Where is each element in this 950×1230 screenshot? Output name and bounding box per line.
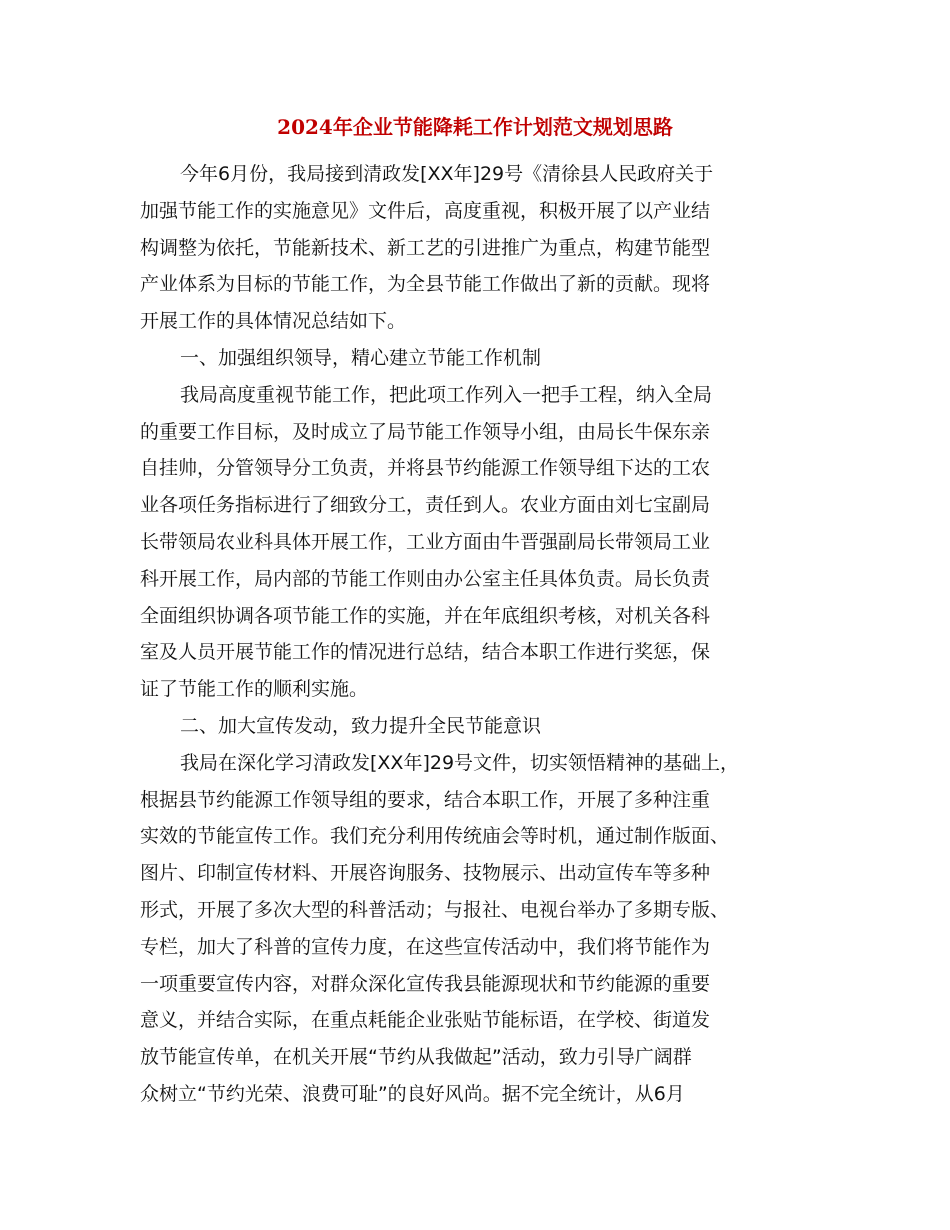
document-title: 2024年企业节能降耗工作计划范文规划思路 <box>277 115 673 139</box>
text-line: 构调整为依托，节能新技术、新工艺的引进推广为重点，构建节能型 <box>140 236 711 259</box>
text-line: 二、加大宣传发动，致力提升全民节能意识 <box>180 714 542 737</box>
text-line: 长带领局农业科具体开展工作，工业方面由牛晋强副局长带领局工业 <box>140 530 711 553</box>
text-line: 的重要工作目标，及时成立了局节能工作领导小组，由局长牛保东亲 <box>140 420 711 443</box>
text-line: 一、加强组织领导，精心建立节能工作机制 <box>180 346 542 369</box>
text-line: 室及人员开展节能工作的情况进行总结，结合本职工作进行奖惩，保 <box>140 641 711 664</box>
text-line: 全面组织协调各项节能工作的实施，并在年底组织考核，对机关各科 <box>140 604 711 627</box>
text-line: 专栏，加大了科普的宣传力度，在这些宣传活动中，我们将节能作为 <box>140 935 711 958</box>
text-line: 加强节能工作的实施意见》文件后，高度重视，积极开展了以产业结 <box>140 199 711 222</box>
text-line: 我局在深化学习清政发[XX年]29号文件，切实领悟精神的基础上， <box>180 751 740 774</box>
text-line: 放节能宣传单，在机关开展“节约从我做起”活动，致力引导广阔群 <box>140 1046 692 1069</box>
text-line: 图片、印制宣传材料、开展咨询服务、技物展示、出动宣传车等多种 <box>140 862 711 885</box>
text-line: 产业体系为目标的节能工作，为全县节能工作做出了新的贡献。现将 <box>140 273 711 296</box>
text-line: 业各项任务指标进行了细致分工，责任到人。农业方面由刘七宝副局 <box>140 494 711 517</box>
text-line: 证了节能工作的顺利实施。 <box>140 678 369 701</box>
text-line: 我局高度重视节能工作，把此项工作列入一把手工程，纳入全局 <box>180 383 713 406</box>
text-line: 众树立“节约光荣、浪费可耻”的良好风尚。据不完全统计，从6月 <box>140 1082 685 1105</box>
text-line: 科开展工作，局内部的节能工作则由办公室主任具体负责。局长负责 <box>140 567 711 590</box>
text-line: 今年6月份，我局接到清政发[XX年]29号《清徐县人民政府关于 <box>180 163 714 185</box>
text-line: 开展工作的具体情况总结如下。 <box>140 310 407 333</box>
text-line: 实效的节能宣传工作。我们充分利用传统庙会等时机，通过制作版面、 <box>140 825 730 848</box>
text-line: 自挂帅，分管领导分工负责，并将县节约能源工作领导组下达的工农 <box>140 457 711 480</box>
text-line: 根据县节约能源工作领导组的要求，结合本职工作，开展了多种注重 <box>140 788 711 811</box>
text-line: 形式，开展了多次大型的科普活动；与报社、电视台举办了多期专版、 <box>140 898 730 921</box>
document-body <box>140 156 820 1113</box>
text-line: 意义，并结合实际，在重点耗能企业张贴节能标语，在学校、街道发 <box>140 1009 711 1032</box>
text-line: 一项重要宣传内容，对群众深化宣传我县能源现状和节约能源的重要 <box>140 972 711 995</box>
